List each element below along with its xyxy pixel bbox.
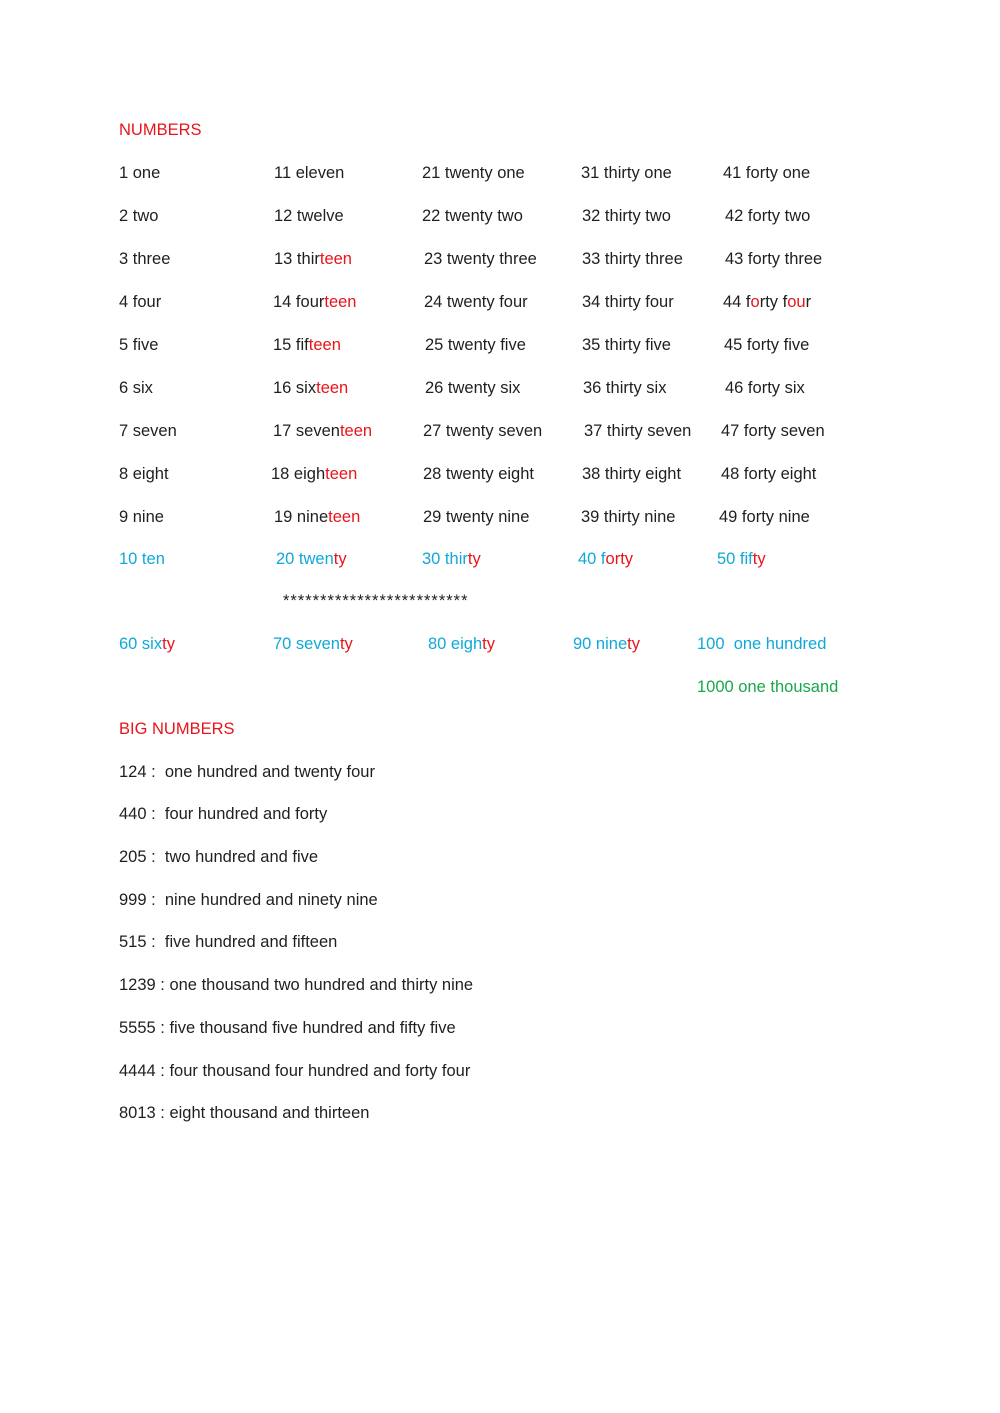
big-number-item: 1239 : one thousand two hundred and thirty nine — [119, 976, 474, 994]
big-number-item: 5555 : five thousand five hundred and fifty five — [119, 1019, 456, 1037]
number-16: 16 sixteen — [273, 379, 349, 397]
number-5: 5 five — [119, 336, 159, 354]
number-6: 6 six — [119, 379, 153, 397]
number-46: 46 forty six — [725, 379, 805, 397]
number-21: 21 twenty one — [422, 164, 525, 182]
number-39: 39 thirty nine — [581, 508, 676, 526]
big-number-item: 515 : five hundred and fifteen — [119, 933, 338, 951]
number-7: 7 seven — [119, 422, 177, 440]
big-number-item: 440 : four hundred and forty — [119, 805, 328, 823]
number-49: 49 forty nine — [719, 508, 810, 526]
number-29: 29 twenty nine — [423, 508, 530, 526]
number-40: 40 forty — [578, 550, 634, 568]
number-50: 50 fifty — [717, 550, 766, 568]
big-number-item: 205 : two hundred and five — [119, 848, 319, 866]
number-4: 4 four — [119, 293, 162, 311]
number-44: 44 forty four — [723, 293, 812, 311]
number-8: 8 eight — [119, 465, 169, 483]
number-80: 80 eighty — [428, 635, 495, 653]
number-45: 45 forty five — [724, 336, 810, 354]
number-100: 100 one hundred — [697, 635, 827, 653]
number-36: 36 thirty six — [583, 379, 667, 397]
number-12: 12 twelve — [274, 207, 344, 225]
number-28: 28 twenty eight — [423, 465, 534, 483]
number-14: 14 fourteen — [273, 293, 357, 311]
number-35: 35 thirty five — [582, 336, 671, 354]
star-separator: ************************* — [283, 592, 469, 610]
number-13: 13 thirteen — [274, 250, 352, 268]
number-60: 60 sixty — [119, 635, 175, 653]
number-26: 26 twenty six — [425, 379, 521, 397]
page-title: NUMBERS — [119, 121, 202, 139]
number-18: 18 eighteen — [271, 465, 358, 483]
big-number-item: 8013 : eight thousand and thirteen — [119, 1104, 370, 1122]
number-1: 1 one — [119, 164, 161, 182]
number-38: 38 thirty eight — [582, 465, 682, 483]
big-number-item: 124 : one hundred and twenty four — [119, 763, 375, 781]
big-numbers-title: BIG NUMBERS — [119, 720, 235, 738]
number-41: 41 forty one — [723, 164, 811, 182]
number-22: 22 twenty two — [422, 207, 523, 225]
number-17: 17 seventeen — [273, 422, 373, 440]
number-90: 90 ninety — [573, 635, 640, 653]
number-15: 15 fifteen — [273, 336, 341, 354]
number-42: 42 forty two — [725, 207, 811, 225]
number-2: 2 two — [119, 207, 159, 225]
number-43: 43 forty three — [725, 250, 823, 268]
number-47: 47 forty seven — [721, 422, 825, 440]
number-70: 70 seventy — [273, 635, 353, 653]
number-25: 25 twenty five — [425, 336, 526, 354]
number-1000: 1000 one thousand — [697, 678, 839, 696]
number-27: 27 twenty seven — [423, 422, 543, 440]
number-32: 32 thirty two — [582, 207, 671, 225]
number-31: 31 thirty one — [581, 164, 672, 182]
number-30: 30 thirty — [422, 550, 481, 568]
big-number-item: 4444 : four thousand four hundred and forty four — [119, 1062, 471, 1080]
number-19: 19 nineteen — [274, 508, 361, 526]
number-11: 11 eleven — [274, 164, 345, 182]
number-37: 37 thirty seven — [584, 422, 692, 440]
number-10: 10 ten — [119, 550, 165, 568]
number-3: 3 three — [119, 250, 171, 268]
big-number-item: 999 : nine hundred and ninety nine — [119, 891, 378, 909]
number-33: 33 thirty three — [582, 250, 683, 268]
number-9: 9 nine — [119, 508, 164, 526]
number-34: 34 thirty four — [582, 293, 674, 311]
number-23: 23 twenty three — [424, 250, 537, 268]
number-20: 20 twenty — [276, 550, 347, 568]
number-24: 24 twenty four — [424, 293, 528, 311]
number-48: 48 forty eight — [721, 465, 817, 483]
